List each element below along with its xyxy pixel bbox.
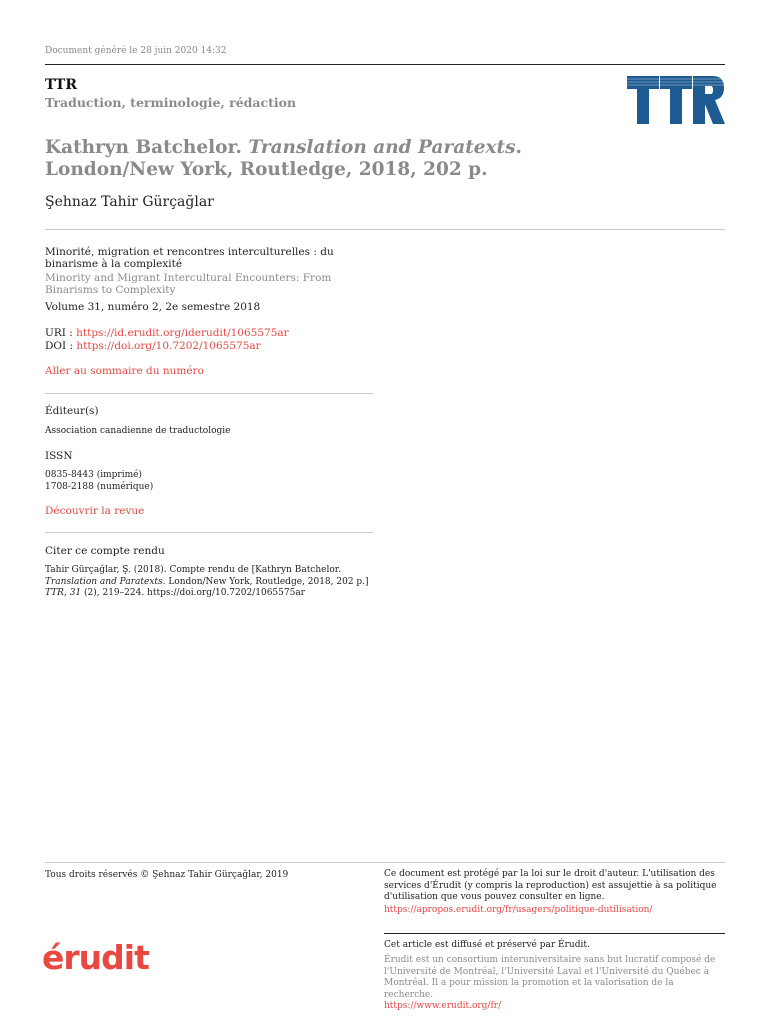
usage-policy-link[interactable]: https://apropos.erudit.org/fr/usagers/politique-dutilisation/ bbox=[384, 904, 653, 915]
doi-line bbox=[45, 340, 385, 352]
legal-text: Ce document est protégé par la loi sur le droit d'auteur. L'utilisation des services d'Érudit (y compris la reproduction) est assujettie à sa politique d'utilisation que vous pouvez consulter en ligne. bbox=[384, 869, 717, 902]
discover-journal-link[interactable]: Découvrir la revue bbox=[45, 505, 145, 517]
issn-heading: ISSN bbox=[45, 450, 73, 462]
consortium-heading: Cet article est diffusé et préservé par Érudit. bbox=[384, 940, 590, 950]
copyright-notice: Tous droits réservés © Şehnaz Tahir Gürçağlar, 2019 bbox=[45, 870, 289, 880]
citation-heading: Citer ce compte rendu bbox=[45, 545, 165, 557]
erudit-logo: érudit bbox=[42, 938, 149, 977]
citation-text bbox=[45, 565, 380, 600]
issue-theme-en: Minority and Migrant Intercultural Encounters: From Binarisms to Complexity bbox=[45, 272, 332, 296]
journal-title: TTR bbox=[45, 77, 77, 93]
title-part-2: . London/New York, Routledge, 2018, 202 p. bbox=[45, 137, 522, 180]
citation-part: . London/New York, Routledge, 2018, 202 p.] bbox=[162, 576, 369, 587]
citation-italic: TTR bbox=[45, 588, 64, 598]
uri-label: URI : bbox=[45, 327, 77, 339]
issn-print: 0835-8443 (imprimé) bbox=[45, 470, 142, 480]
doi-link[interactable]: https://doi.org/10.7202/1065575ar bbox=[76, 340, 261, 352]
divider bbox=[45, 229, 725, 230]
ttr-logo-graphic bbox=[627, 76, 725, 124]
doi-label: DOI : bbox=[45, 340, 77, 352]
citation-italic: Translation and Paratexts bbox=[45, 576, 163, 587]
footer-divider bbox=[45, 862, 725, 863]
citation-part: (2), 219–224. https://doi.org/10.7202/1065575ar bbox=[81, 588, 305, 598]
issue-theme-fr: Minorité, migration et rencontres interculturelles : du binarisme à la complexité bbox=[45, 246, 334, 270]
publisher-name: Association canadienne de traductologie bbox=[45, 426, 231, 436]
issn-digital: 1708-2188 (numérique) bbox=[45, 482, 154, 492]
generation-date: Document généré le 28 juin 2020 14:32 bbox=[45, 46, 227, 56]
citation-part: , bbox=[63, 588, 70, 598]
legal-notice bbox=[384, 869, 724, 916]
issue-summary-link[interactable]: Aller au sommaire du numéro bbox=[45, 365, 204, 377]
erudit-site-link[interactable]: https://www.erudit.org/fr/ bbox=[384, 1001, 502, 1011]
issue-volume: Volume 31, numéro 2, 2e semestre 2018 bbox=[45, 301, 261, 313]
uri-link[interactable]: https://id.erudit.org/iderudit/1065575ar bbox=[76, 327, 289, 339]
title-part-1: Kathryn Batchelor. bbox=[45, 137, 249, 158]
citation-part: Tahir Gürçağlar, Ş. (2018). Compte rendu de [Kathryn Batchelor. bbox=[45, 565, 341, 575]
header-divider bbox=[45, 64, 725, 65]
journal-subtitle: Traduction, terminologie, rédaction bbox=[45, 95, 297, 110]
title-italic: Translation and Paratexts bbox=[248, 137, 516, 158]
article-title bbox=[45, 137, 605, 181]
ttr-logo bbox=[627, 76, 725, 124]
divider bbox=[45, 393, 373, 394]
article-author: Şehnaz Tahir Gürçağlar bbox=[45, 194, 214, 210]
consortium-notice bbox=[384, 955, 724, 1013]
divider bbox=[45, 532, 373, 533]
uri-line bbox=[45, 327, 385, 339]
publisher-heading: Éditeur(s) bbox=[45, 405, 99, 417]
consortium-text: Érudit est un consortium interuniversitaire sans but lucratif composé de l'Université de Montréal, l'Université Laval et l'Université du Québec à Montréal. Il a pour mission la promotion et la valorisation de la recherche. bbox=[384, 955, 716, 1000]
citation-italic: 31 bbox=[69, 588, 82, 598]
footer-divider-2 bbox=[384, 933, 725, 934]
